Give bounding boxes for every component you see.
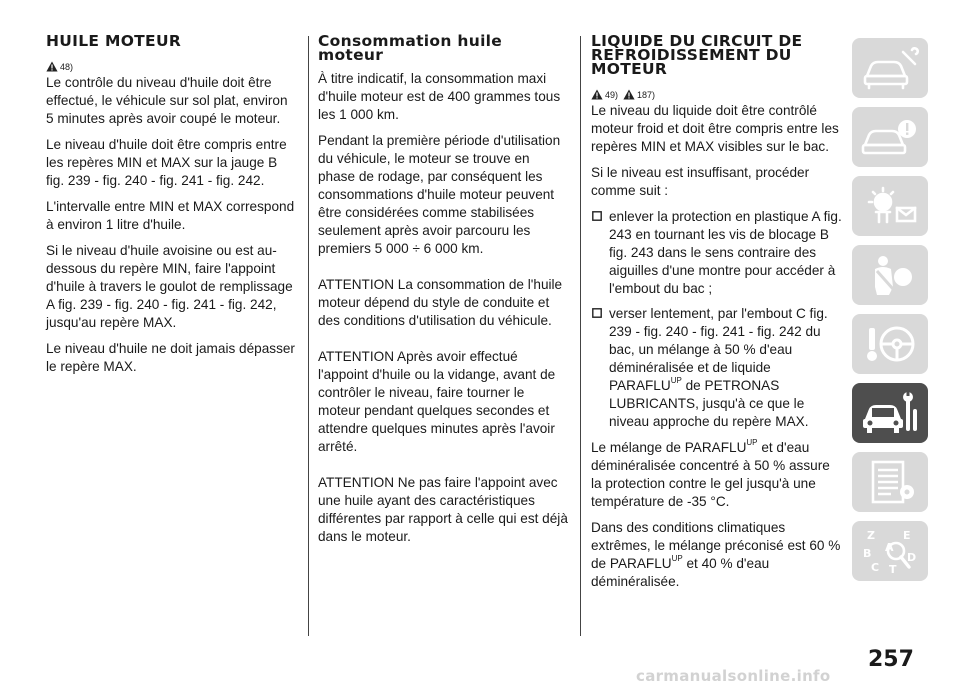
list-item-text: enlever la protection en plastique A fig. 243 en tournant les vis de blocage B fig. 243 dans le sens contraire des aiguilles d'une montre pour accéder à l'embout du bac ; (609, 209, 842, 296)
car-info-icon (859, 44, 921, 92)
section-title: HUILE MOTEUR (46, 32, 182, 50)
svg-text:A: A (885, 541, 894, 554)
svg-text:D: D (907, 551, 917, 564)
paragraph (591, 439, 843, 511)
paragraph: Le contrôle du niveau d'huile doit être effectué, le véhicule sur sol plat, environ 5 minutes après avoir coupé le moteur. (46, 75, 288, 126)
list-item-text: verser lentement, par l'embout C fig. 239 - fig. 240 - fig. 241 - fig. 242 du bac, un mélange à 50 % d'eau déminéralisée et de liquide PARAFLU (609, 306, 828, 393)
key-steering-icon (859, 320, 921, 368)
chapter-tab-safety[interactable] (852, 245, 928, 305)
chapter-tab-car-warning[interactable] (852, 107, 928, 167)
column-divider (308, 36, 309, 636)
attention-note: ATTENTION La consommation de l'huile moteur dépend du style de conduite et des conditions d'utilisation du véhicule. (318, 277, 563, 328)
warning-ref-label: 49) (605, 90, 619, 100)
section-huile-moteur (46, 34, 298, 384)
paragraph (591, 519, 843, 591)
paragraph: Pendant la première période d'utilisation du véhicule, le moteur se trouve en phase de rodage, par conséquent les consommations d'huile moteur peuvent être considérées comme stabilisées seulement après avoir parcouru les premiers 5 000 ÷ 6 000 km. (318, 133, 561, 256)
specifications-icon (859, 458, 921, 506)
attention-note: ATTENTION Après avoir effectué l'appoint d'huile ou la vidange, avant de contrôler le niveau, faire tourner le moteur pendant quelques secondes et attendre quelques minutes après l'avoir arrêté. (318, 349, 556, 454)
chapter-tab-specifications[interactable] (852, 452, 928, 512)
warning-triangle-icon (591, 89, 603, 100)
text-run: Dans des conditions climatiques extrêmes, le mélange préconisé est 60 % de PARAFLU (591, 520, 841, 571)
list-item-text: de PETRONAS LUBRICANTS, jusqu'à ce que le niveau approche du repère MAX. (609, 378, 809, 429)
svg-text:C: C (871, 561, 880, 574)
paragraph: Si le niveau d'huile avoisine ou est au-dessous du repère MIN, faire l'appoint d'huile à travers le goulot de remplissage A fig. 239 - fig. 240 - fig. 241 - fig. 242, jusqu'au repère MAX. (46, 243, 293, 330)
warning-reference (591, 80, 843, 100)
chapter-tab-index[interactable] (852, 521, 928, 581)
superscript: UP (671, 554, 683, 563)
section-title: LIQUIDE DU CIRCUIT DE REFROIDISSEMENT DU MOTEUR (591, 32, 803, 78)
section-consommation (318, 34, 570, 554)
seatbelt-airbag-icon (859, 251, 921, 299)
column-divider (580, 36, 581, 636)
warning-ref-label: 48) (60, 62, 74, 72)
svg-text:B: B (863, 547, 872, 560)
chapter-tab-warning-lights[interactable] (852, 176, 928, 236)
chapter-sidebar (852, 38, 928, 590)
text-run: Le mélange de PARAFLU (591, 440, 747, 455)
paragraph: Le niveau d'huile ne doit jamais dépasser le repère MAX. (46, 341, 295, 374)
procedure-list (591, 208, 843, 431)
car-warning-icon (859, 113, 921, 161)
watermark: carmanualsonline.info (636, 667, 831, 685)
list-item (591, 208, 843, 298)
text-run: et 40 % d'eau déminéralisée. (591, 556, 770, 589)
warning-ref-label: 187) (637, 90, 656, 100)
paragraph: Le niveau du liquide doit être contrôlé moteur froid et doit être compris entre les repères MIN et MAX visibles sur le bac. (591, 103, 839, 154)
warning-lights-icon (859, 182, 921, 230)
svg-text:Z: Z (867, 529, 875, 542)
warning-triangle-icon (46, 61, 58, 72)
section-title: Consommation huile moteur (318, 32, 503, 64)
chapter-tab-starting-driving[interactable] (852, 314, 928, 374)
page-number: 257 (868, 647, 914, 672)
superscript: UP (670, 376, 682, 385)
warning-reference (46, 52, 298, 72)
superscript: UP (746, 438, 758, 447)
text-run: et d'eau déminéralisée concentré à 50 % assure la protection contre le gel jusqu'à une température de -35 °C. (591, 440, 830, 509)
svg-text:T: T (889, 563, 897, 575)
chapter-tab-maintenance[interactable] (852, 383, 928, 443)
checkbox-bullet-icon (592, 211, 602, 221)
list-item (591, 305, 843, 431)
chapter-tab-car-info[interactable] (852, 38, 928, 98)
car-maintenance-icon (859, 389, 921, 437)
svg-text:E: E (903, 529, 911, 542)
paragraph: L'intervalle entre MIN et MAX correspond à environ 1 litre d'huile. (46, 199, 295, 232)
paragraph: Si le niveau est insuffisant, procéder comme suit : (591, 165, 810, 198)
checkbox-bullet-icon (592, 308, 602, 318)
paragraph: Le niveau d'huile doit être compris entre les repères MIN et MAX sur la jauge B fig. 239 - fig. 240 - fig. 241 - fig. 242. (46, 137, 287, 188)
caution-triangle-icon (623, 89, 635, 100)
index-icon (859, 527, 921, 575)
attention-note: ATTENTION Ne pas faire l'appoint avec une huile ayant des caractéristiques différentes par rapport à celle qui est déjà dans le moteur. (318, 475, 568, 544)
paragraph: À titre indicatif, la consommation maxi d'huile moteur est de 400 grammes tous les 1 000 km. (318, 71, 561, 122)
section-refroidissement (591, 34, 843, 599)
